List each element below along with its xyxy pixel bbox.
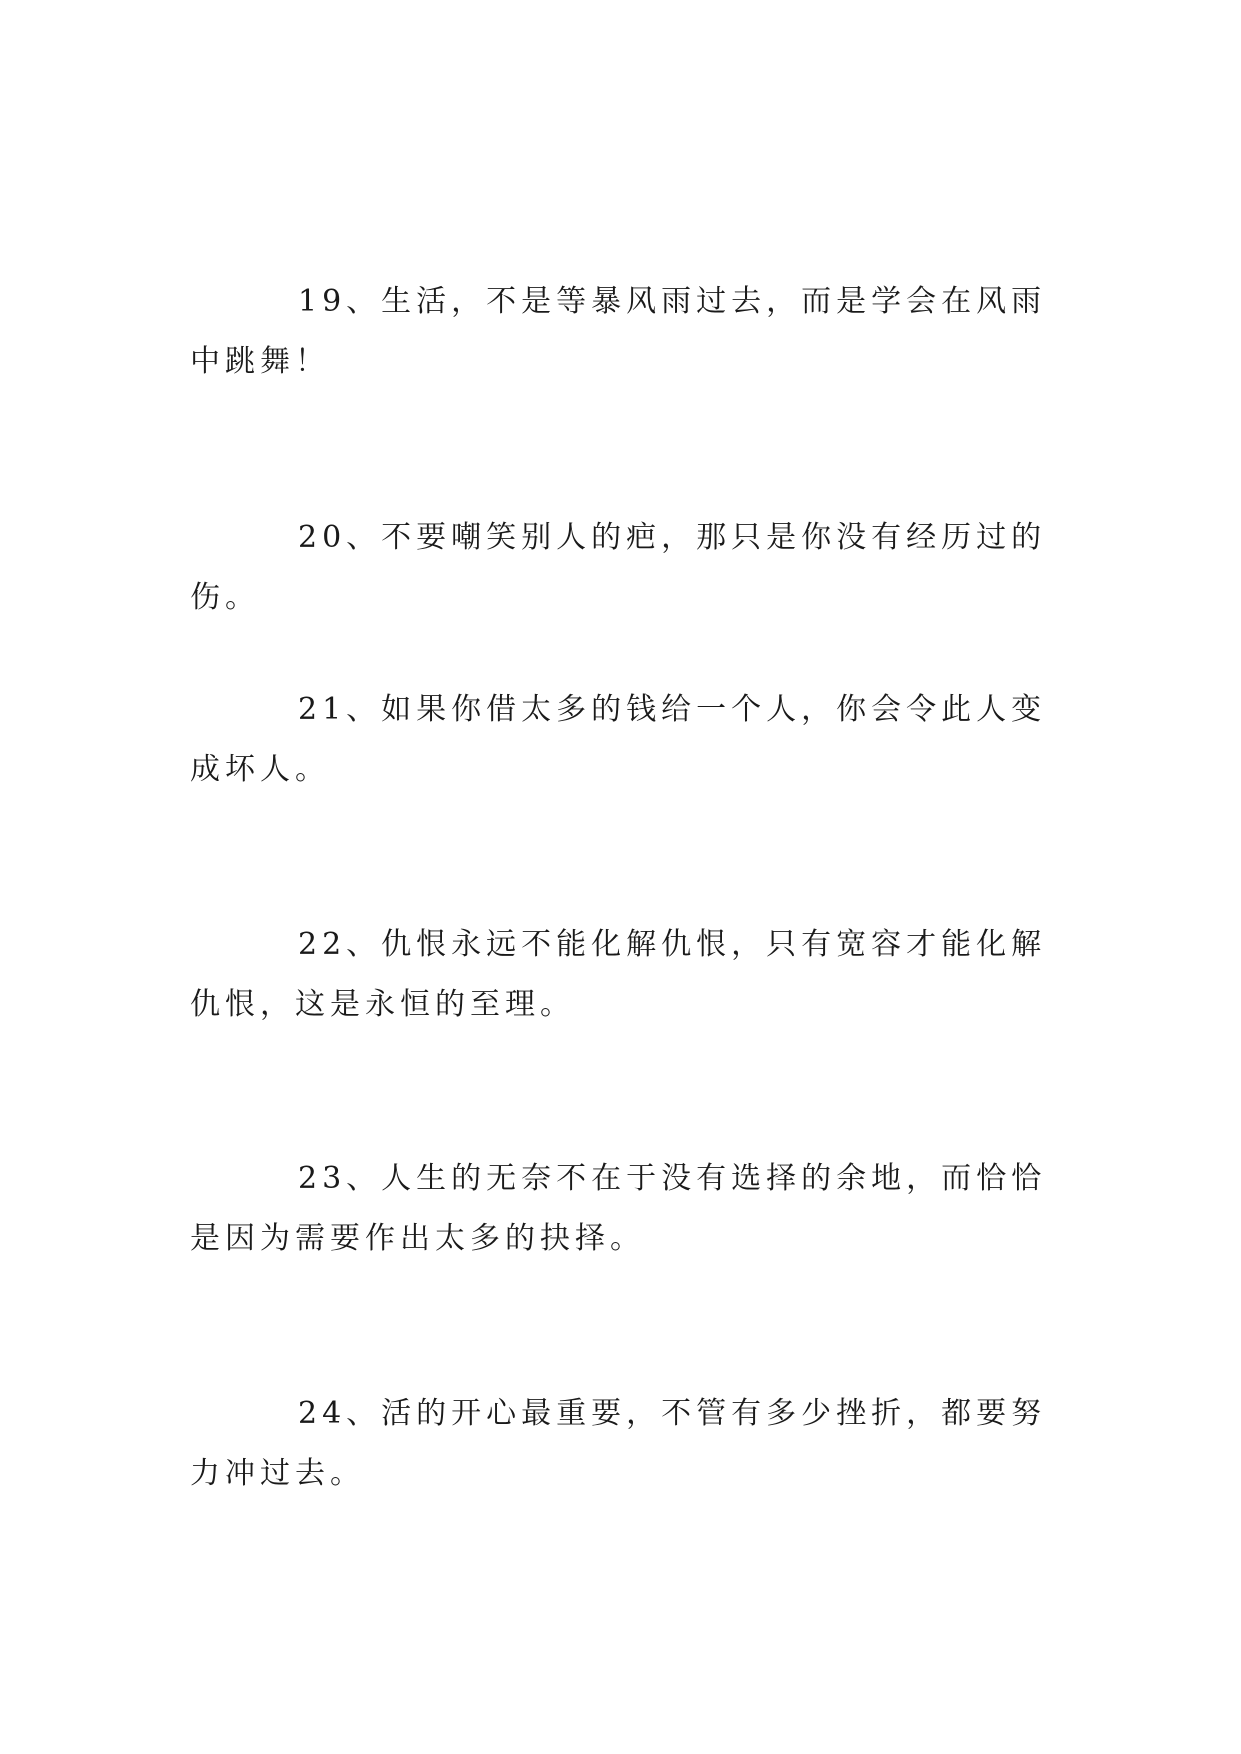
- paragraph-20: 20、不要嘲笑别人的疤，那只是你没有经历过的伤。: [190, 520, 1047, 615]
- paragraph-19: 19、生活，不是等暴风雨过去，而是学会在风雨中跳舞！: [190, 284, 1047, 379]
- paragraph-24: 24、活的开心最重要，不管有多少挫折，都要努力冲过去。: [190, 1396, 1047, 1491]
- paragraph-23: 23、人生的无奈不在于没有选择的余地，而恰恰是因为需要作出太多的抉择。: [190, 1161, 1047, 1256]
- paragraph-21: 21、如果你借太多的钱给一个人，你会令此人变成坏人。: [190, 692, 1047, 787]
- paragraph-22: 22、仇恨永远不能化解仇恨，只有宽容才能化解仇恨，这是永恒的至理。: [190, 927, 1047, 1022]
